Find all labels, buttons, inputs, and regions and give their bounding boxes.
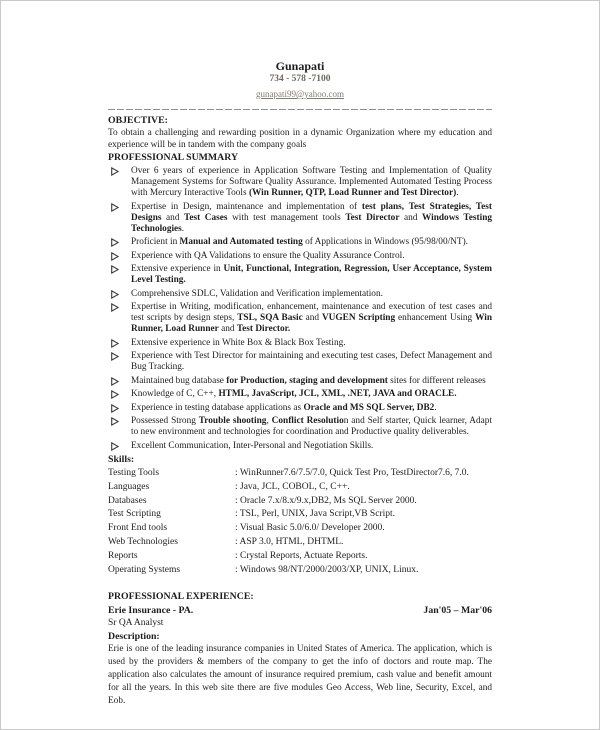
skill-row (108, 481, 492, 495)
arrow-bullet-icon (111, 265, 119, 274)
bullet-text-bold: Test Director (345, 212, 400, 223)
candidate-name: Gunapati (275, 59, 325, 73)
experience-dates: Jan'05 – Mar'06 (423, 605, 492, 617)
skill-row (108, 564, 492, 578)
bullet-text: Extensive experience in White Box & Black Box Testing. (131, 337, 346, 348)
skill-value: : ASP 3.0, HTML, DHTML. (235, 536, 344, 547)
bullet-text: with test management tools (227, 212, 346, 223)
bullet-text-bold: VUGEN Scripting (321, 313, 396, 323)
skill-row (108, 550, 492, 564)
bullet-text: Over 6 years of experience in Application Software Testing and Implementation of Quality Management Systems for Software Quality Assurance. Implemented Automated Testing Process with Mercury Interactive Tools (131, 166, 492, 198)
skill-row (108, 508, 492, 522)
bullet-text: n and Self starter, Quick learner, Adapt to new environment and technologies for coordination and Productive quality deliverables. (131, 416, 493, 437)
skill-label: Databases (108, 495, 147, 506)
arrow-bullet-icon (111, 339, 119, 348)
skill-label: Testing Tools (108, 468, 160, 478)
summary-bullet (108, 376, 492, 387)
bullet-text: and (399, 212, 422, 223)
arrow-bullet-icon (111, 377, 119, 386)
bullet-text: Possessed Strong (131, 416, 199, 426)
bullet-text: and (218, 324, 237, 334)
bullet-text-bold: Oracle and MS SQL Server, DB2 (303, 402, 435, 413)
candidate-email-row (108, 86, 492, 101)
summary-bullet (108, 441, 492, 452)
summary-bullet (108, 237, 492, 248)
bullet-text-bold: (Win Runner, QTP, Load Runner and Test Director) (248, 188, 457, 198)
experience-company: Erie Insurance - PA. (108, 605, 194, 617)
bullet-text-bold: Trouble shooting (198, 416, 267, 426)
summary-bullet (108, 389, 492, 400)
skill-label: Front End tools (108, 523, 168, 534)
bullet-text: Expertise in Writing, modification, enhancement, maintenance and execution of test cases and test scripts by design steps, (131, 302, 492, 323)
bullet-text: . (456, 188, 459, 198)
bullet-text: Knowledge of C, C++, (131, 389, 219, 399)
bullet-text-bold: Unit, Functional, Integration, Regression, User Acceptance, System Level Testing. (131, 264, 492, 285)
skills-title: Skills: (108, 454, 135, 465)
bullet-text-bold: Win Runner, Load Runner (131, 313, 493, 334)
summary-bullet (108, 202, 492, 235)
bullet-text-bold: Test Director. (236, 324, 291, 334)
summary-bullet (108, 166, 492, 199)
experience-section (108, 591, 492, 708)
bullet-text: . (434, 402, 437, 413)
skill-label: Web Technologies (108, 536, 178, 547)
bullet-text: enhancement Using (395, 313, 476, 323)
bullet-text: Experience with QA Validations to ensure the Quality Assurance Control. (131, 250, 405, 261)
summary-bullet (108, 416, 492, 438)
header-divider (108, 109, 492, 110)
skill-row (108, 495, 492, 509)
bullet-text: sites for different releases (387, 375, 486, 386)
bullet-text: of Applications in Windows (95/98/00/NT). (302, 237, 468, 247)
summary-bullet (108, 403, 492, 414)
skill-row (108, 467, 492, 481)
skill-row (108, 522, 492, 536)
skill-value: : Crystal Reports, Actuate Reports. (235, 550, 368, 561)
arrow-bullet-icon (111, 167, 119, 176)
skills-section (108, 454, 492, 577)
summary-bullet (108, 264, 492, 286)
bullet-text: , (266, 416, 272, 426)
bullet-text: Extensive experience in (131, 264, 224, 274)
experience-header-row (108, 604, 492, 617)
arrow-bullet-icon (111, 442, 119, 451)
bullet-text: Excellent Communication, Inter-Personal and Negotiation Skills. (131, 440, 374, 451)
objective-title: OBJECTIVE: (108, 115, 168, 126)
bullet-text-bold: test plans, Test Strategies, Test Designs (131, 201, 492, 223)
skill-label: Languages (108, 481, 150, 492)
candidate-phone: 734 - 578 -7100 (269, 74, 331, 84)
arrow-bullet-icon (111, 303, 119, 312)
bullet-text-bold: Conflict Resolutio (271, 416, 344, 426)
bullet-text: and (161, 212, 185, 223)
arrow-bullet-icon (111, 417, 119, 426)
summary-bullet (108, 351, 492, 373)
summary-bullet (108, 338, 492, 349)
summary-bullet (108, 302, 492, 335)
skill-label: Operating Systems (108, 564, 181, 575)
experience-description-label: Description: (108, 631, 160, 643)
bullet-text: Experience with Test Director for maintaining and executing test cases, Defect Management and Bug Tracking. (131, 351, 492, 372)
arrow-bullet-icon (111, 203, 119, 212)
experience-title: PROFESSIONAL EXPERIENCE: (108, 591, 254, 603)
arrow-bullet-icon (111, 252, 119, 261)
skill-value: : Oracle 7.x/8.x/9.x,DB2, Ms SQL Server 2000. (235, 495, 417, 506)
bullet-text: . (181, 223, 185, 234)
skills-table (108, 467, 492, 577)
summary-section (108, 152, 492, 452)
arrow-bullet-icon (111, 352, 119, 361)
bullet-text-bold: Windows Testing Technologies (131, 212, 493, 234)
bullet-text: and (302, 313, 322, 323)
summary-bullet-list (108, 166, 492, 452)
skill-label: Test Scripting (108, 509, 161, 520)
summary-title: PROFESSIONAL SUMMARY (108, 152, 239, 163)
skill-value: : WinRunner7.6/7.5/7.0, Quick Test Pro, TestDirector7.6, 7.0. (235, 468, 469, 478)
skill-value: : TSL, Perl, UNIX, Java Script,VB Script. (235, 509, 395, 520)
experience-role: Sr QA Analyst (108, 618, 164, 629)
objective-text: To obtain a challenging and rewarding position in a dynamic Organization where my education and experience will be in tandem with the company goals (108, 128, 492, 150)
bullet-text: Expertise in Design, maintenance and implementation of (131, 201, 362, 212)
skill-value: : Java, JCL, COBOL, C, C++. (235, 481, 350, 492)
bullet-text-bold: Test Cases (184, 212, 228, 223)
arrow-bullet-icon (111, 290, 119, 299)
bullet-text: Experience in testing database applications as (131, 402, 304, 413)
bullet-text-bold: TSL, SQA Basic (237, 313, 303, 323)
arrow-bullet-icon (111, 238, 119, 247)
arrow-bullet-icon (111, 390, 119, 399)
summary-bullet (108, 289, 492, 300)
bullet-text: Maintained bug database (131, 375, 227, 386)
resume-header (108, 59, 492, 101)
skill-label: Reports (108, 550, 138, 561)
objective-section (108, 115, 492, 151)
arrow-bullet-icon (111, 404, 119, 413)
candidate-email-link[interactable]: gunapati99@yahoo.com (255, 89, 345, 99)
bullet-text: Comprehensive SDLC, Validation and Verification implementation. (131, 288, 383, 299)
skill-value: : Visual Basic 5.0/6.0/ Developer 2000. (235, 523, 385, 534)
skill-row (108, 536, 492, 550)
bullet-text: Proficient in (131, 237, 180, 247)
bullet-text-bold: for Production, staging and development (226, 375, 388, 386)
skill-value: : Windows 98/NT/2000/2003/XP, UNIX, Linux. (235, 564, 419, 575)
bullet-text-bold: HTML, JavaScript, JCL, XML, .NET, JAVA and ORACLE. (218, 389, 457, 399)
bullet-text-bold: Manual and Automated testing (179, 237, 303, 247)
summary-bullet (108, 251, 492, 262)
experience-description: Erie is one of the leading insurance companies in United States of America. The application, which is used by the providers & members of the company to get the info of doctors and route map. The application also calculates the amount of insurance required premium, cash value and benefit amount for all the years. In this web site there are five modules Geo Access, Web line, Security, Excel, and Eob. (108, 644, 492, 707)
